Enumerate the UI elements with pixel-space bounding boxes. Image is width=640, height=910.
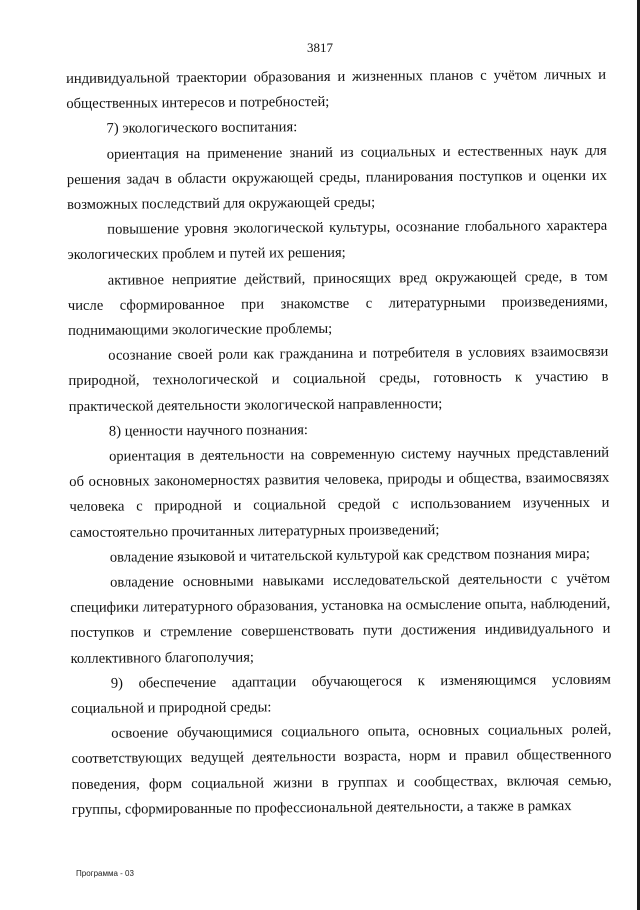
paragraph: освоение обучающимися социального опыта, основных социальных ролей, соответствующих ведущей деятельности возраста, норм и правил общественного поведения, форм социальной жизни в группах и сообществах, включая семью, группы, сформированные по профессиональной деятельности, а также в рамках (71, 722, 612, 818)
section-heading-adaptation: 9) обеспечение адаптации обучающегося к изменяющимся условиям социальной и природной среды: (70, 671, 611, 718)
paragraph: овладение основными навыками исследовательской деятельности с учётом специфики литературного образования, установка на осмысление опыта, наблюдений, поступков и стремление совершенствовать пути достижения индивидуального и коллективного благополучия; (70, 570, 611, 667)
paragraph: ориентация в деятельности на современную систему научных представлений об основных закономерностях развития человека, природы и общества, взаимосвязях человека с природной и социальной средой с использованием изученных и самостоятельно прочитанных литературных произведений; (69, 444, 610, 541)
paragraph-continuation: индивидуальной траектории образования и жизненных планов с учётом личных и общественных интересов и потребностей; (66, 66, 607, 113)
section-heading-scientific: 8) ценности научного познания: (108, 421, 309, 440)
section-heading-ecological: 7) экологического воспитания: (106, 119, 298, 138)
paragraph: овладение языковой и читательской культурой как средством познания мира; (109, 545, 591, 566)
footer-program-label: Программа - 03 (76, 869, 134, 878)
paragraph: повышение уровня экологической культуры, осознание глобального характера экологических проблем и путей их решения; (67, 217, 608, 264)
page-number: 3817 (307, 40, 333, 55)
paragraph: активное неприятие действий, приносящих вред окружающей среде, в том числе сформированное при знакомстве с литературными произведениями, поднимающими экологические проблемы; (67, 268, 608, 340)
body-text (66, 63, 612, 823)
paragraph: осознание своей роли как гражданина и потребителя в условиях взаимосвязи природной, технологической и социальной среды, готовность к участию в практической деятельности экологической направленности; (68, 343, 609, 415)
paragraph: ориентация на применение знаний из социальных и естественных наук для решения задач в области окружающей среды, планирования поступков и оценки их возможных последствий для окружающей среды; (66, 142, 607, 214)
